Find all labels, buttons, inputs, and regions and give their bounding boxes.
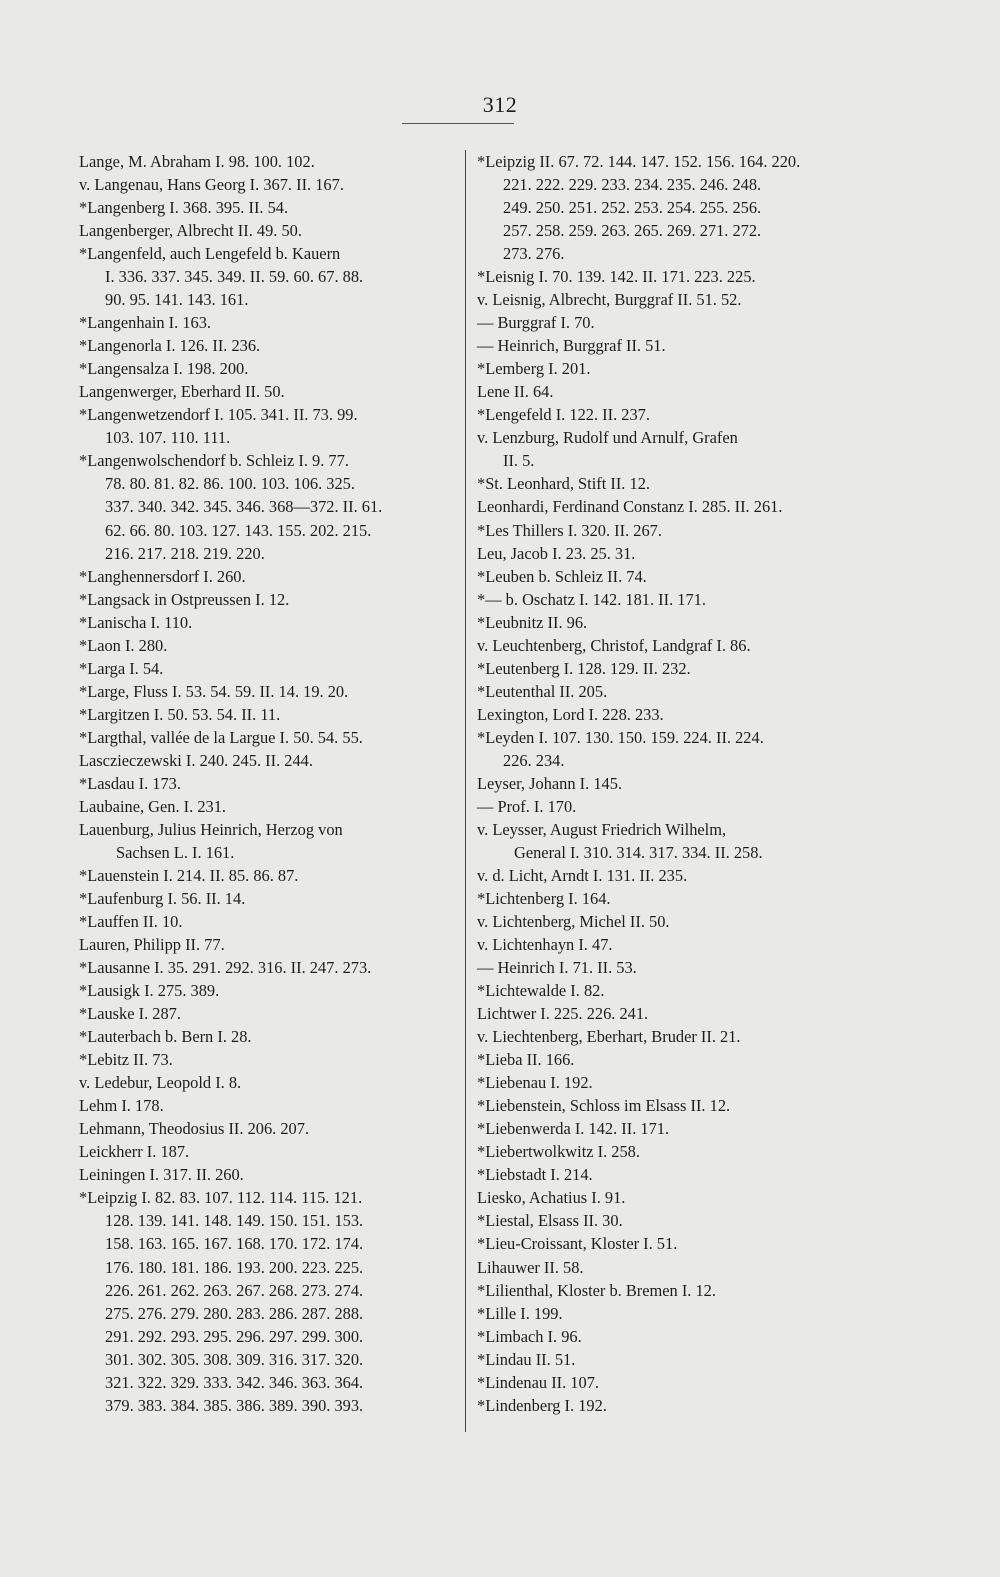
index-entry-line: *Langensalza I. 198. 200.: [79, 359, 249, 379]
index-entry-line: *Lauske I. 287.: [79, 1004, 181, 1024]
index-entry-line: v. d. Licht, Arndt I. 131. II. 235.: [477, 865, 688, 885]
index-entry-line: *Lilienthal, Kloster b. Bremen I. 12.: [477, 1280, 716, 1300]
index-entry-line: 128. 139. 141. 148. 149. 150. 151. 153.: [105, 1211, 364, 1231]
index-entry-line: *Lindau II. 51.: [477, 1349, 576, 1369]
index-entry-line: *Langenfeld, auch Lengefeld b. Kauern: [79, 244, 341, 264]
index-entry-line: 273. 276.: [503, 244, 565, 264]
index-entry-line: *— b. Oschatz I. 142. 181. II. 171.: [477, 589, 706, 609]
index-entry-line: v. Liechtenberg, Eberhart, Bruder II. 21.: [477, 1027, 741, 1047]
index-entry-line: Leonhardi, Ferdinand Constanz I. 285. II. 261.: [477, 497, 783, 517]
page-number-rule: [402, 123, 514, 124]
index-entry-line: Lauren, Philipp II. 77.: [79, 935, 225, 955]
index-entry-line: *Laufenburg I. 56. II. 14.: [79, 889, 246, 908]
index-entry-line: *Laon I. 280.: [79, 635, 168, 655]
index-entry-line: *Liestal, Elsass II. 30.: [477, 1211, 623, 1231]
index-entry-line: Lihauwer II. 58.: [477, 1257, 584, 1277]
index-entry-line: 103. 107. 110. 111.: [105, 428, 231, 448]
index-entry-line: *Langenwolschendorf b. Schleiz I. 9. 77.: [79, 451, 349, 471]
index-entry-line: II. 5.: [503, 451, 535, 471]
index-entry-line: *Lichtenberg I. 164.: [477, 889, 611, 908]
index-entry-line: *Lille I. 199.: [477, 1303, 563, 1323]
index-entry-line: v. Lichtenberg, Michel II. 50.: [477, 912, 670, 932]
index-entry-line: Leu, Jacob I. 23. 25. 31.: [477, 543, 636, 563]
index-entry-line: *Liebstadt I. 214.: [477, 1165, 593, 1185]
index-entry-line: *Lausanne I. 35. 291. 292. 316. II. 247. 273.: [79, 958, 372, 978]
index-entry-line: *Lanischa I. 110.: [79, 612, 193, 632]
column-divider: [465, 150, 466, 1432]
index-entry-line: *Leutenberg I. 128. 129. II. 232.: [477, 658, 691, 678]
index-entry-line: *Lindenberg I. 192.: [477, 1395, 607, 1415]
index-entry-line: *Largitzen I. 50. 53. 54. II. 11.: [79, 704, 281, 724]
index-entry-line: Lasczieczewski I. 240. 245. II. 244.: [79, 750, 313, 770]
index-column-right: [477, 150, 867, 1417]
index-entry-line: *Lichtewalde I. 82.: [477, 981, 605, 1001]
index-entry-line: *Langhennersdorf I. 260.: [79, 566, 246, 586]
index-entry-line: *Leyden I. 107. 130. 150. 159. 224. II. 224.: [477, 727, 764, 747]
index-entry-line: *Lieba II. 166.: [477, 1050, 575, 1070]
index-entry-line: Lauenburg, Julius Heinrich, Herzog von: [79, 819, 343, 839]
index-entry-line: Lichtwer I. 225. 226. 241.: [477, 1004, 649, 1024]
index-entry-line: 249. 250. 251. 252. 253. 254. 255. 256.: [503, 198, 762, 218]
index-entry-line: 221. 222. 229. 233. 234. 235. 246. 248.: [503, 175, 762, 195]
index-entry-line: — Heinrich I. 71. II. 53.: [477, 958, 637, 978]
index-entry-line: Langenberger, Albrecht II. 49. 50.: [79, 221, 302, 241]
index-entry-line: 321. 322. 329. 333. 342. 346. 363. 364.: [105, 1372, 364, 1392]
index-entry-line: *Liebenstein, Schloss im Elsass II. 12.: [477, 1096, 731, 1116]
page-number: 312: [482, 92, 518, 117]
index-entry-line: 62. 66. 80. 103. 127. 143. 155. 202. 215.: [105, 520, 372, 540]
index-entry-line: 176. 180. 181. 186. 193. 200. 223. 225.: [105, 1257, 364, 1277]
index-entry-line: v. Leuchtenberg, Christof, Landgraf I. 86.: [477, 635, 751, 655]
index-entry-line: — Prof. I. 170.: [477, 796, 577, 816]
index-entry-line: *Lausigk I. 275. 389.: [79, 981, 220, 1001]
index-entry-line: Liesko, Achatius I. 91.: [477, 1188, 626, 1208]
index-entry-line: *Liebertwolkwitz I. 258.: [477, 1142, 640, 1162]
index-entry-line: v. Lichtenhayn I. 47.: [477, 935, 613, 955]
index-entry-line: *Lemberg I. 201.: [477, 359, 591, 379]
index-entry-line: Lexington, Lord I. 228. 233.: [477, 704, 664, 724]
index-entry-line: *Leutenthal II. 205.: [477, 681, 608, 701]
index-entry-line: 379. 383. 384. 385. 386. 389. 390. 393.: [105, 1395, 364, 1415]
index-entry-line: *Langenorla I. 126. II. 236.: [79, 336, 261, 356]
index-entry-line: 90. 95. 141. 143. 161.: [105, 290, 249, 310]
index-entry-line: *Lengefeld I. 122. II. 237.: [477, 405, 650, 425]
index-entry-line: — Burggraf I. 70.: [477, 313, 595, 333]
index-entry-line: Lene II. 64.: [477, 382, 554, 402]
index-entry-line: *St. Leonhard, Stift II. 12.: [477, 474, 650, 494]
index-entry-line: v. Langenau, Hans Georg I. 367. II. 167.: [79, 175, 344, 195]
index-entry-line: 226. 261. 262. 263. 267. 268. 273. 274.: [105, 1280, 364, 1300]
index-entry-line: Langenwerger, Eberhard II. 50.: [79, 382, 285, 402]
index-entry-line: *Lebitz II. 73.: [79, 1050, 173, 1070]
index-entry-line: v. Lenzburg, Rudolf und Arnulf, Grafen: [477, 428, 738, 448]
index-entry-line: *Les Thillers I. 320. II. 267.: [477, 520, 662, 540]
index-entry-line: *Lauffen II. 10.: [79, 912, 183, 932]
index-entry-line: 257. 258. 259. 263. 265. 269. 271. 272.: [503, 221, 762, 241]
index-entry-line: *Large, Fluss I. 53. 54. 59. II. 14. 19. 20.: [79, 681, 349, 701]
index-entry-line: *Leubnitz II. 96.: [477, 612, 588, 632]
index-entry-line: Lehm I. 178.: [79, 1096, 164, 1116]
index-entry-line: *Liebenau I. 192.: [477, 1073, 593, 1093]
index-column-left: [79, 150, 459, 1417]
index-entry-line: v. Leysser, August Friedrich Wilhelm,: [477, 819, 727, 839]
index-entry-line: General I. 310. 314. 317. 334. II. 258.: [514, 842, 763, 862]
index-entry-line: Sachsen L. I. 161.: [116, 842, 235, 862]
index-entry-line: *Limbach I. 96.: [477, 1326, 582, 1346]
index-entry-line: *Langenwetzendorf I. 105. 341. II. 73. 99.: [79, 405, 358, 425]
index-entry-line: *Lindenau II. 107.: [477, 1372, 599, 1392]
index-entry-line: 337. 340. 342. 345. 346. 368—372. II. 61.: [105, 497, 383, 517]
index-entry-line: Lehmann, Theodosius II. 206. 207.: [79, 1119, 310, 1139]
index-entry-line: *Liebenwerda I. 142. II. 171.: [477, 1119, 670, 1139]
index-entry-line: *Larga I. 54.: [79, 658, 164, 678]
index-entry-line: v. Leisnig, Albrecht, Burggraf II. 51. 52.: [477, 290, 742, 310]
index-entry-line: *Leipzig II. 67. 72. 144. 147. 152. 156. 164. 220.: [477, 152, 801, 171]
index-entry-line: 226. 234.: [503, 750, 565, 770]
index-entry-line: *Leisnig I. 70. 139. 142. II. 171. 223. 225.: [477, 267, 756, 287]
index-entry-line: *Lieu-Croissant, Kloster I. 51.: [477, 1234, 678, 1254]
index-entry-line: *Largthal, vallée de la Largue I. 50. 54. 55.: [79, 727, 363, 747]
index-entry-line: 158. 163. 165. 167. 168. 170. 172. 174.: [105, 1234, 364, 1254]
index-entry-line: *Leuben b. Schleiz II. 74.: [477, 566, 647, 586]
index-entry-line: Laubaine, Gen. I. 231.: [79, 796, 227, 816]
index-entry-line: *Lasdau I. 173.: [79, 773, 181, 793]
index-entry-line: *Leipzig I. 82. 83. 107. 112. 114. 115. 121.: [79, 1188, 363, 1208]
index-entry-line: Leyser, Johann I. 145.: [477, 773, 623, 793]
index-entry-line: *Lauenstein I. 214. II. 85. 86. 87.: [79, 865, 299, 885]
index-entry-line: Leiningen I. 317. II. 260.: [79, 1165, 244, 1185]
index-entry-line: 216. 217. 218. 219. 220.: [105, 543, 265, 563]
index-entry-line: Lange, M. Abraham I. 98. 100. 102.: [79, 152, 315, 171]
index-entry-line: *Langenhain I. 163.: [79, 313, 211, 333]
index-entry-line: 291. 292. 293. 295. 296. 297. 299. 300.: [105, 1326, 364, 1346]
index-entry-line: 275. 276. 279. 280. 283. 286. 287. 288.: [105, 1303, 364, 1323]
index-entry-line: *Langsack in Ostpreussen I. 12.: [79, 589, 290, 609]
index-entry-line: 301. 302. 305. 308. 309. 316. 317. 320.: [105, 1349, 364, 1369]
index-entry-line: Leickherr I. 187.: [79, 1142, 190, 1162]
index-entry-line: v. Ledebur, Leopold I. 8.: [79, 1073, 242, 1093]
index-entry-line: 78. 80. 81. 82. 86. 100. 103. 106. 325.: [105, 474, 355, 494]
index-entry-line: *Lauterbach b. Bern I. 28.: [79, 1027, 252, 1047]
index-entry-line: I. 336. 337. 345. 349. II. 59. 60. 67. 88.: [105, 267, 364, 287]
index-entry-line: — Heinrich, Burggraf II. 51.: [477, 336, 666, 356]
index-entry-line: *Langenberg I. 368. 395. II. 54.: [79, 198, 289, 218]
